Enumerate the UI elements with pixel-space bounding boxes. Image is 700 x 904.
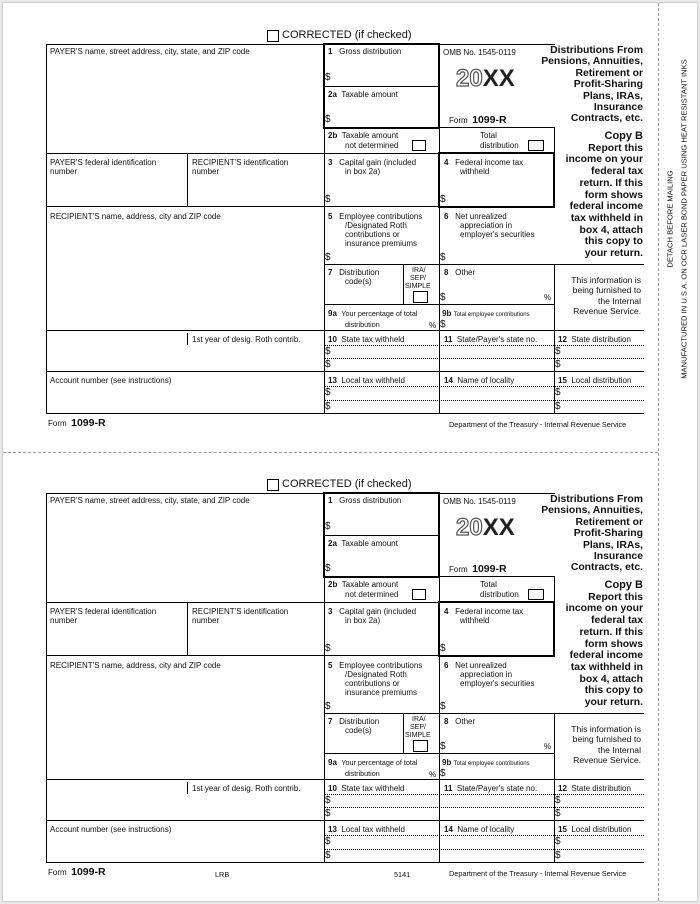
- box-7-label-line2: code(s): [345, 277, 372, 286]
- box-8-percent: %: [544, 742, 552, 751]
- copy-b-instructions: [543, 580, 643, 709]
- box-4-label-line2: withheld: [460, 616, 490, 625]
- total-distribution-checkbox[interactable]: [528, 589, 544, 600]
- rule: [187, 602, 188, 655]
- tax-year: 20XX: [456, 65, 515, 92]
- rule: [187, 153, 188, 206]
- box-11-label: 11 State/Payer's state no.: [444, 335, 538, 344]
- payer-tin-label: PAYER'S federal identification number: [50, 158, 157, 176]
- taxable-not-determined-checkbox[interactable]: [412, 589, 426, 600]
- copy-b-line: your return.: [584, 697, 643, 709]
- box-7-label-line2: code(s): [345, 726, 372, 735]
- payer-name-label: PAYER'S name, street address, city, state, and ZIP code: [50, 496, 250, 505]
- copy-b-line: income on your: [565, 603, 643, 615]
- box-2b-label-line2: not determined: [345, 141, 399, 150]
- account-number-label: Account number (see instructions): [50, 376, 172, 385]
- copy-b-line: tax withheld in: [570, 212, 643, 224]
- footer-treasury: Department of the Treasury - Internal Revenue Service: [449, 420, 627, 429]
- box-9b-label: 9b Total employee contributions: [442, 758, 530, 767]
- box-3-label-line2: in box 2a): [345, 616, 381, 625]
- rule: [46, 371, 47, 413]
- box-6-label: 6 Net unrealized: [444, 212, 507, 221]
- box-3-dollar: $: [325, 643, 331, 654]
- box-9b-label: 9b Total employee contributions: [442, 309, 530, 318]
- furnished-line: This information is: [571, 275, 641, 285]
- dotted-rule: [324, 400, 644, 401]
- box-14-label: 14 Name of locality: [444, 825, 515, 834]
- account-number-label: Account number (see instructions): [50, 825, 172, 834]
- box-2a-dollar: $: [325, 563, 331, 574]
- box-10-dollar-2: $: [325, 808, 331, 819]
- title-line: Insurance: [593, 551, 643, 563]
- box-13-dollar-1: $: [325, 836, 331, 847]
- corrected-label: CORRECTED (if checked): [282, 29, 412, 41]
- vertical-perforation: [658, 3, 659, 901]
- box-15-label: 15 Local distribution: [558, 825, 632, 834]
- title-line: Plans, IRAs,: [582, 539, 643, 551]
- title-line: Retirement or: [575, 516, 643, 528]
- box-5-label-line2: /Designated Roth: [345, 670, 407, 679]
- box-5-label-line3: contributions or: [345, 230, 400, 239]
- box-10-dollar-1: $: [325, 346, 331, 357]
- rule: [324, 753, 554, 754]
- ira-label-2: SEP/: [410, 275, 426, 282]
- footer-code: 5141: [394, 870, 411, 879]
- box-6-label-line3: employer's securities: [460, 230, 535, 239]
- copy-b-line: form shows: [584, 189, 643, 201]
- box-2b-label-line2: not determined: [345, 590, 399, 599]
- copy-b-line: this copy to: [584, 236, 643, 248]
- box-3-label: 3 Capital gain (included: [328, 607, 417, 616]
- box-9a-label: 9a Your percentage of total: [328, 758, 418, 767]
- dotted-rule: [324, 849, 644, 850]
- box-15-dollar-1: $: [555, 387, 561, 398]
- dotted-rule: [324, 794, 644, 795]
- box-5-label-line2: /Designated Roth: [345, 221, 407, 230]
- box-9a-percent: %: [429, 770, 437, 779]
- title-line: Contracts, etc.: [570, 562, 643, 574]
- box-15-dollar-2: $: [555, 850, 561, 861]
- box-6-dollar: $: [440, 701, 446, 712]
- box-14-label: 14 Name of locality: [444, 376, 515, 385]
- footer-treasury: Department of the Treasury - Internal Revenue Service: [449, 869, 627, 878]
- box-3-label-line2: in box 2a): [345, 167, 381, 176]
- box-4-label: 4 Federal income tax: [444, 158, 524, 167]
- furnished-line: Revenue Service.: [573, 306, 641, 317]
- omb-number: OMB No. 1545-0119: [443, 497, 516, 506]
- recipient-tin-label: RECIPIENT'S identification number: [192, 158, 289, 176]
- box-12-dollar-1: $: [555, 795, 561, 806]
- rule: [46, 493, 47, 820]
- recipient-name-label: RECIPIENT'S name, address, city and ZIP code: [50, 661, 221, 670]
- total-distribution-checkbox[interactable]: [528, 140, 544, 151]
- box-5-dollar: $: [325, 701, 331, 712]
- box-8-label: 8 Other: [444, 717, 476, 726]
- copy-b-line: income on your: [565, 154, 643, 166]
- box-13-label: 13 Local tax withheld: [328, 825, 405, 834]
- recipient-tin-label: RECIPIENT'S identification number: [192, 607, 289, 625]
- rule: [439, 371, 440, 413]
- rule: [46, 413, 644, 414]
- payer-tin-label: PAYER'S federal identification number: [50, 607, 157, 625]
- box-6-label: 6 Net unrealized: [444, 661, 507, 670]
- box-15-dollar-1: $: [555, 836, 561, 847]
- box-12-dollar-2: $: [555, 808, 561, 819]
- corrected-checkbox[interactable]: [267, 479, 279, 491]
- ira-sep-simple-checkbox[interactable]: [413, 291, 428, 303]
- box-15-label: 15 Local distribution: [558, 376, 632, 385]
- box-13-dollar-2: $: [325, 850, 331, 861]
- form-title: [523, 494, 643, 574]
- box-5-label-line3: contributions or: [345, 679, 400, 688]
- rule: [403, 713, 404, 753]
- box-2b-label: 2b Taxable amount: [328, 580, 399, 589]
- form-copy-bottom: [3, 452, 658, 901]
- title-line: Retirement or: [575, 67, 643, 79]
- furnished-line: the Internal: [598, 295, 641, 306]
- ira-label-1: IRA/: [412, 716, 426, 723]
- box-11-label: 11 State/Payer's state no.: [444, 784, 538, 793]
- title-line: Insurance: [593, 102, 643, 114]
- furnished-line: being furnished to: [572, 285, 641, 296]
- rule: [403, 264, 404, 304]
- box-4-label-line2: withheld: [460, 167, 490, 176]
- corrected-label: CORRECTED (if checked): [282, 478, 412, 490]
- box-9b-dollar: $: [440, 768, 446, 779]
- copy-b-line: Report this: [588, 142, 643, 154]
- rule: [324, 304, 554, 305]
- roth-year-label: 1st year of desig. Roth contrib.: [192, 784, 301, 793]
- box-8-label: 8 Other: [444, 268, 476, 277]
- dotted-rule: [324, 835, 644, 836]
- box-2a-dollar: $: [325, 114, 331, 125]
- box-12-label: 12 State distribution: [558, 335, 631, 344]
- total-distribution-label-2: distribution: [480, 590, 519, 599]
- box-5-label-line4: insurance premiums: [345, 688, 418, 697]
- box-6-label-line3: employer's securities: [460, 679, 535, 688]
- box-2a-label: 2a Taxable amount: [328, 539, 398, 548]
- copy-b-line: federal tax: [591, 166, 643, 178]
- box-8-percent: %: [544, 293, 552, 302]
- copy-b-line: this copy to: [584, 685, 643, 697]
- copy-b-line: Report this: [588, 591, 643, 603]
- dotted-rule: [324, 386, 644, 387]
- footer-form-id: Form 1099-R: [48, 866, 106, 878]
- omb-number: OMB No. 1545-0119: [443, 48, 516, 57]
- title-line: Pensions, Annuities,: [541, 505, 643, 517]
- copy-b-line: your return.: [584, 248, 643, 260]
- form-title: [523, 45, 643, 125]
- recipient-name-label: RECIPIENT'S name, address, city and ZIP code: [50, 212, 221, 221]
- box-6-label-line2: appreciation in: [460, 670, 513, 679]
- copy-b-line: federal income: [569, 201, 643, 213]
- payer-name-label: PAYER'S name, street address, city, state, and ZIP code: [50, 47, 250, 56]
- form-sheet: DETACH BEFORE MAILING MANUFACTURED IN U.S.A. ON OCR LASER BOND PAPER USING HEAT RESISTANT INKS CORRECTED (if checked) PAYER'S name, street address, city, state, and ZIP code PAYER'S federal identification number RECIPIENT'S identification number RECIPIENT'S name, address, city and ZIP code 1st year of desig. Roth contrib. Account number (see instructions) 1 Gross distribution $ 2a Taxable amount $ OMB No. 1545-0119 20XX Form 1099-R Distributions From Pensions, Annuities, Retirement or Profit-Sharing Plans, IRAs, Insurance Contracts, etc. 2b Taxable amount not determined Total distribution Copy B Report this income on your federal tax return. If this form shows federal income tax withheld in box 4, attach this copy to your return. 3 Capital gain (included in box 2a) $ 4 Federal income tax withheld $ 5 Employee contributions /Designated Roth contributions or insurance premiums $ 6 Net unrealized appreciation in employer's securities $ 7 Distribution code(s) IRA/ SEP/ SIMPLE 8 Other $ % This information is being furnished to the Internal Revenue Service. 9a Your percentage of total distribution % 9b Total employee contributions $ 10 State tax withheld $ $ 11 State/Payer's state no. 12 State distribution $ $ 13 Local tax withheld $ $ 14 Name of locality 15 Local distribution $ $ Form 1099-R Department of the Treasury - Internal Revenue Service CORRECTED (if checked) PAYER'S name, street address, city, state, and ZIP code PAYER'S federal identification number RECIPIENT'S identification number RECIPIENT'S name, address, city and ZIP code 1st year of desig. Roth contrib. Account number (see instructions) 1 Gross distribution $ 2a Taxable amount $ OMB No. 1545-0119 20XX Form 1099-R Distributions From Pensions, Annuities, Retirement or Profit-Sharing Plans, IRAs, Insurance Contracts, etc. 2b Taxable amount not determined Total distribution Copy B Report this income on your federal tax return. If this form shows federal income tax withheld in box 4, attach this copy to your return. 3 Capital gain (included in box 2a) $ 4 Federal income tax withheld $ 5 Employee contributions /Designated Roth contributions or insurance premiums $ 6 Net unrealized appreciation in employer's securities $ 7 Distribution code(s) IRA/ SEP/ SIMPLE 8 Other $ % This information is being furnished to the Internal Revenue Service. 9a Your percentage of total distribution % 9b Total employee contributions $ 10 State tax withheld $ $ 11 State/Payer's state no. 12 State distribution $ $ 13 Local tax withheld $ $ 14 Name of locality 15 Local distribution $ $ Form 1099-R Department of the Treasury - Internal Revenue Service LRB 5141: [2, 2, 698, 902]
- box-9a-label: 9a Your percentage of total: [328, 309, 418, 318]
- box-12-dollar-1: $: [555, 346, 561, 357]
- box-4-dollar: $: [440, 194, 446, 205]
- title-line: Contracts, etc.: [570, 113, 643, 125]
- box-4-dollar: $: [440, 643, 446, 654]
- box-8-dollar: $: [440, 741, 446, 752]
- footer-lrb: LRB: [215, 870, 230, 879]
- copy-b-line: tax withheld in: [570, 661, 643, 673]
- box-5-dollar: $: [325, 252, 331, 263]
- box-15-dollar-2: $: [555, 401, 561, 412]
- title-line: Plans, IRAs,: [582, 90, 643, 102]
- box-6-dollar: $: [440, 252, 446, 263]
- box-13-dollar-2: $: [325, 401, 331, 412]
- box-10-dollar-2: $: [325, 359, 331, 370]
- rule: [46, 820, 47, 862]
- title-line: Pensions, Annuities,: [541, 56, 643, 68]
- rule: [46, 779, 644, 780]
- rule: [46, 493, 555, 494]
- rule: [46, 655, 439, 656]
- rule: [46, 44, 555, 45]
- box-5-label: 5 Employee contributions: [328, 212, 423, 221]
- dotted-rule: [324, 358, 644, 359]
- box-1-dollar: $: [325, 521, 331, 532]
- irs-furnished-notice: [543, 275, 641, 317]
- box-4-label: 4 Federal income tax: [444, 607, 524, 616]
- furnished-line: Revenue Service.: [573, 755, 641, 766]
- box-7-label: 7 Distribution: [328, 717, 380, 726]
- copy-b-line: federal tax: [591, 615, 643, 627]
- rule: [46, 330, 644, 331]
- rule: [187, 333, 188, 345]
- rule: [46, 862, 644, 863]
- box-13-dollar-1: $: [325, 387, 331, 398]
- box-9a-label-line2: distribution: [345, 320, 380, 329]
- furnished-line: the Internal: [598, 744, 641, 755]
- dotted-rule: [324, 345, 644, 346]
- box-9a-label-line2: distribution: [345, 769, 380, 778]
- box-10-label: 10 State tax withheld: [328, 335, 405, 344]
- rule: [324, 264, 644, 265]
- corrected-checkbox[interactable]: [267, 30, 279, 42]
- form-copy-top: [3, 3, 658, 452]
- box-1-label: 1 Gross distribution: [328, 47, 402, 56]
- form-id-box: Form 1099-R: [449, 114, 507, 126]
- copy-b-line: Copy B: [604, 130, 643, 142]
- roth-year-label: 1st year of desig. Roth contrib.: [192, 335, 301, 344]
- box-2a-label: 2a Taxable amount: [328, 90, 398, 99]
- ira-label-1: IRA/: [412, 267, 426, 274]
- box-1-dollar: $: [325, 72, 331, 83]
- ira-label-2: SEP/: [410, 724, 426, 731]
- box-12-dollar-2: $: [555, 359, 561, 370]
- ira-sep-simple-checkbox[interactable]: [413, 740, 428, 752]
- title-line: Distributions From: [550, 494, 643, 505]
- tax-year: 20XX: [456, 514, 515, 541]
- irs-furnished-notice: [543, 724, 641, 766]
- title-line: Profit-Sharing: [573, 528, 643, 540]
- box-10-label: 10 State tax withheld: [328, 784, 405, 793]
- title-line: Profit-Sharing: [573, 79, 643, 91]
- ira-label-3: SIMPLE: [405, 732, 431, 739]
- total-distribution-label-1: Total: [480, 131, 497, 140]
- box-10-dollar-1: $: [325, 795, 331, 806]
- box-12-label: 12 State distribution: [558, 784, 631, 793]
- rule: [187, 782, 188, 794]
- box-9a-percent: %: [429, 321, 437, 330]
- rule: [324, 713, 644, 714]
- copy-b-line: box 4, attach: [579, 224, 643, 236]
- rule: [439, 820, 440, 862]
- copy-b-line: return. If this: [579, 626, 643, 638]
- copy-b-line: federal income: [569, 650, 643, 662]
- box-3-label: 3 Capital gain (included: [328, 158, 417, 167]
- title-line: Distributions From: [550, 45, 643, 56]
- dotted-rule: [324, 807, 644, 808]
- form-id-box: Form 1099-R: [449, 563, 507, 575]
- copy-b-line: Copy B: [604, 579, 643, 591]
- copy-b-line: form shows: [584, 638, 643, 650]
- rule: [46, 44, 47, 371]
- box-5-label-line4: insurance premiums: [345, 239, 418, 248]
- footer-form-id: Form 1099-R: [48, 417, 106, 429]
- furnished-line: being furnished to: [572, 734, 641, 745]
- copy-b-line: return. If this: [579, 177, 643, 189]
- rule: [46, 206, 439, 207]
- box-8-dollar: $: [440, 292, 446, 303]
- box-6-label-line2: appreciation in: [460, 221, 513, 230]
- copy-b-line: box 4, attach: [579, 673, 643, 685]
- box-7-label: 7 Distribution: [328, 268, 380, 277]
- box-3-dollar: $: [325, 194, 331, 205]
- copy-b-instructions: [543, 131, 643, 260]
- total-distribution-label-1: Total: [480, 580, 497, 589]
- box-1-label: 1 Gross distribution: [328, 496, 402, 505]
- total-distribution-label-2: distribution: [480, 141, 519, 150]
- box-2b-label: 2b Taxable amount: [328, 131, 399, 140]
- box-9b-dollar: $: [440, 319, 446, 330]
- ira-label-3: SIMPLE: [405, 283, 431, 290]
- furnished-line: This information is: [571, 724, 641, 734]
- taxable-not-determined-checkbox[interactable]: [412, 140, 426, 151]
- box-5-label: 5 Employee contributions: [328, 661, 423, 670]
- box-13-label: 13 Local tax withheld: [328, 376, 405, 385]
